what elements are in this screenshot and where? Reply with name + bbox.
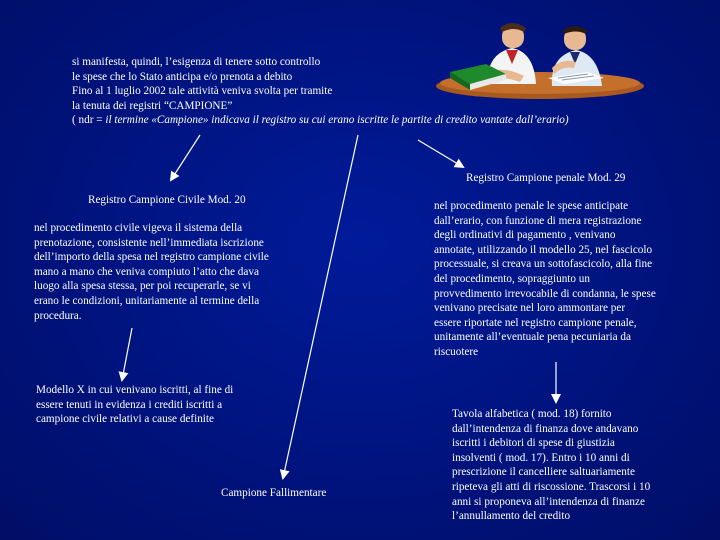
penale-line: unitamente all’eventuale pena pecuniaria da <box>434 331 631 344</box>
registro-civile-title: Registro Campione Civile Mod. 20 <box>88 194 246 206</box>
registro-penale-title: Registro Campione penale Mod. 29 <box>466 172 626 184</box>
civile-line: dell’importo della spesa nel registro campione civile <box>34 251 269 264</box>
tavola-alfabetica-text <box>452 407 650 524</box>
penale-line: degli ordinativi di pagamento , venivano <box>434 229 616 242</box>
penale-line: del procedimento, sopraggiunto un <box>434 272 590 285</box>
civile-line: erano le condizioni, unitariamente al termine della <box>34 294 260 307</box>
registro-civile-text <box>34 221 269 323</box>
penale-line: essere riportate nel registro campione penale, <box>434 316 637 329</box>
arrow-to-penale <box>418 140 463 167</box>
penale-line: provvedimento irrevocabile di condanna, le spese <box>434 287 656 300</box>
tavola-line: anni si proponeva all’intendenza di finanze <box>452 495 645 508</box>
modello-x-text <box>36 383 233 427</box>
tavola-line: l’annullamento del credito <box>452 510 571 523</box>
tavola-line: dall’intendenza di finanza dove andavano <box>452 422 639 435</box>
tavola-line: ripeteva gli atti di riscossione. Trascorsi i 10 <box>452 480 651 493</box>
registro-penale-text <box>434 199 656 360</box>
intro-line: si manifesta, quindi, l’esigenza di tenere sotto controllo <box>72 56 321 68</box>
intro-line: le spese che lo Stato anticipa e/o prenota a debito <box>72 70 293 83</box>
civile-line: prenotazione, consistente nell’immediata iscrizione <box>34 236 264 249</box>
intro-note-prefix: ( ndr = <box>72 114 106 127</box>
intro-line: Fino al 1 luglio 2002 tale attività veniva svolta per tramite <box>72 85 333 98</box>
intro-line: la tenuta dei registri “CAMPIONE” <box>72 99 233 112</box>
civile-line: nel procedimento civile vigeva il sistema della <box>34 222 243 234</box>
penale-line: annotate, utilizzando il modello 25, nel fascicolo <box>434 243 653 256</box>
modello-x-line: campione civile relativi a cause definite <box>36 413 214 426</box>
civile-line: mano a mano che veniva compiuto l’atto che dava <box>34 265 259 278</box>
tavola-line: insolventi ( mod. 17). Entro i 10 anni di <box>452 451 630 464</box>
modello-x-line: Modello X in cui venivano iscritti, al fine di <box>36 384 234 396</box>
arrow-to-modello-x <box>122 328 132 380</box>
civile-line: procedura. <box>34 309 82 322</box>
campione-fallimentare-title: Campione Fallimentare <box>221 487 327 499</box>
arrow-to-fallimentare <box>283 135 358 478</box>
arrow-to-civile <box>171 135 200 180</box>
civile-line: luogo alla spesa stessa, per poi recuperarle, se vi <box>34 280 251 293</box>
tavola-line: Tavola alfabetica ( mod. 18) fornito <box>452 408 612 420</box>
penale-line: processuale, si creava un sottofascicolo, alla fine <box>434 258 653 271</box>
penale-line: riscuotere <box>434 345 479 358</box>
penale-line: venivano precisate nel loro ammontare per <box>434 302 626 315</box>
tavola-line: iscritti i debitori di spese di giustizia <box>452 437 615 450</box>
modello-x-line: essere tenuti in evidenza i crediti iscritti a <box>36 398 223 411</box>
penale-line: nel procedimento penale le spese anticipate <box>434 200 629 212</box>
penale-line: dall’erario, con funzione di mera registrazione <box>434 214 642 227</box>
tavola-line: prescrizione il cancelliere saltuariamente <box>452 466 635 479</box>
intro-note-italic: il termine «Campione» indicava il registro su cui erano iscritte le partite di credito vantate dall’erario) <box>105 114 569 127</box>
